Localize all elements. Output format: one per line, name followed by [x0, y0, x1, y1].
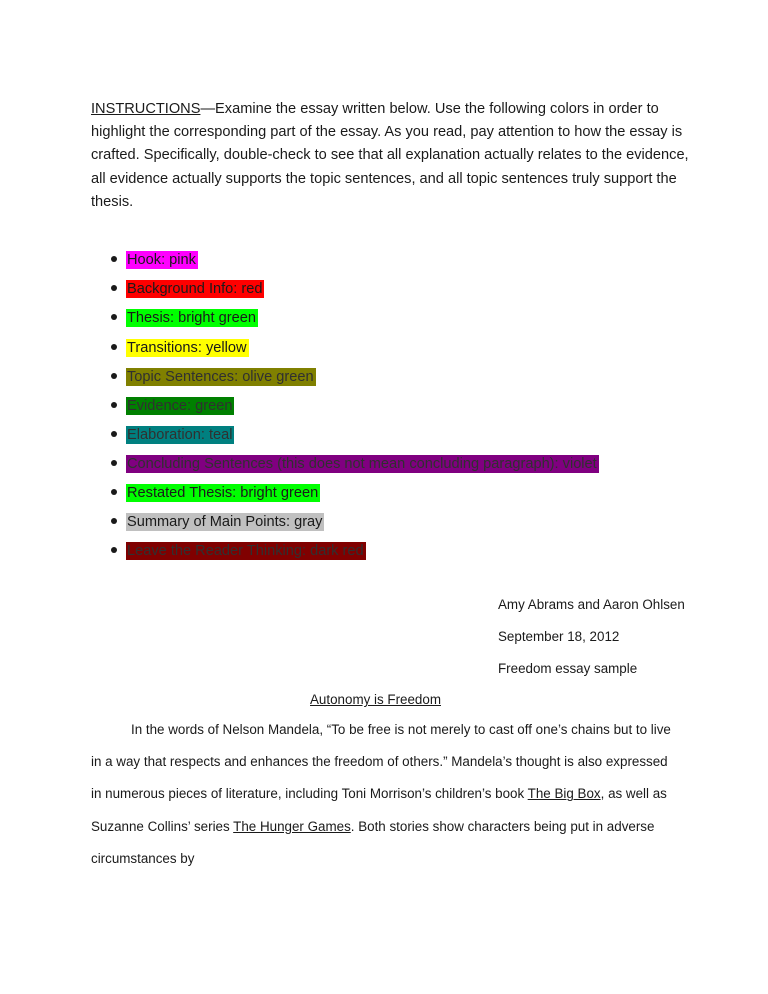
- legend-label: Elaboration: teal: [127, 427, 233, 443]
- legend-item-topic-sentences: [111, 368, 316, 386]
- legend-item-evidence: [111, 397, 234, 415]
- legend-label: Topic Sentences: olive green: [127, 369, 314, 385]
- instructions-paragraph: [91, 98, 691, 214]
- essay-title-text: Autonomy is Freedom: [310, 692, 441, 707]
- bullet-icon: [111, 518, 117, 524]
- essay-text: . Both stories show characters being put in adverse circumstances by: [91, 818, 655, 866]
- legend-label: Concluding Sentences (this does not mean concluding paragraph): violet: [127, 456, 597, 472]
- legend-label: Summary of Main Points: gray: [127, 514, 323, 530]
- bullet-icon: [111, 460, 117, 466]
- bullet-icon: [111, 489, 117, 495]
- instructions-label: INSTRUCTIONS: [91, 101, 201, 117]
- bullet-icon: [111, 314, 117, 320]
- legend-label: Restated Thesis: bright green: [127, 485, 319, 501]
- legend-item-transitions: [111, 339, 249, 357]
- legend-item-thesis: [111, 309, 258, 327]
- bullet-icon: [111, 431, 117, 437]
- bullet-icon: [111, 256, 117, 262]
- book-title: The Hunger Games: [233, 818, 351, 834]
- bullet-icon: [111, 344, 117, 350]
- essay-text: , as well as Suzanne Collins’ series: [91, 786, 667, 834]
- legend-label: Background Info: red: [127, 281, 263, 297]
- instructions-dash: —: [200, 101, 216, 117]
- bullet-icon: [111, 373, 117, 379]
- legend-item-elaboration: [111, 426, 234, 444]
- legend-item-leave-reader-thinking: [111, 542, 366, 560]
- legend-label: Transitions: yellow: [127, 340, 247, 356]
- essay-date: September 18, 2012: [498, 629, 620, 644]
- legend-item-summary: [111, 513, 324, 531]
- legend-label: Thesis: bright green: [127, 310, 256, 326]
- essay-title: [0, 692, 768, 708]
- instructions-text: Examine the essay written below. Use the following colors in order to highlight the corresponding part of the essay. As you read, pay attention to how the essay is crafted. Specifically, double-check to see that all explanation actually relates to the evidence, all evidence actually supports the topic sentences, and all topic sentences truly support the thesis.: [91, 101, 689, 210]
- essay-paragraph: [91, 714, 677, 875]
- book-title: The Big Box: [527, 786, 601, 802]
- legend-item-restated-thesis: [111, 484, 320, 502]
- legend-label: Evidence: green: [127, 398, 233, 414]
- bullet-icon: [111, 402, 117, 408]
- legend-item-concluding: [111, 455, 599, 473]
- legend-item-hook: [111, 251, 198, 269]
- author-names: Amy Abrams and Aaron Ohlsen: [498, 597, 685, 612]
- legend-item-background: [111, 280, 264, 298]
- bullet-icon: [111, 547, 117, 553]
- legend-label: Hook: pink: [127, 252, 196, 268]
- assignment-name: Freedom essay sample: [498, 661, 638, 676]
- legend-label: Leave the Reader Thinking: dark red: [127, 543, 364, 559]
- bullet-icon: [111, 285, 117, 291]
- essay-text: In the words of Nelson Mandela, “To be free is not merely to cast off one’s chains but to live in a way that respects and enhances the freedom of others.” Mandela’s thought is also expressed in numerous pieces of literature, including Toni Morrison’s children’s book: [91, 722, 671, 802]
